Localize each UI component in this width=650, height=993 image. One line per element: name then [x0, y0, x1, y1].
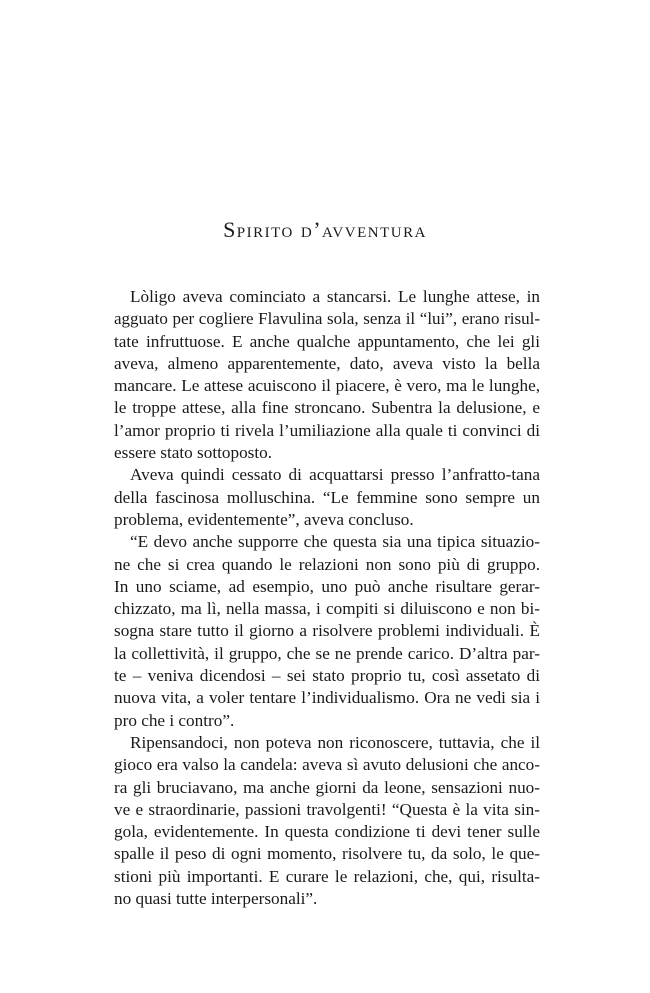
text-line: l’amor proprio ti rivela l’umiliazione alla quale ti convinci di	[114, 420, 540, 440]
text-line: chizzato, ma lì, nella massa, i compiti si diluiscono e non bi-	[114, 599, 540, 619]
text-line: essere stato sottoposto.	[114, 443, 273, 463]
text-line: te – veniva dicendosi – sei stato proprio tu, così assetato di	[114, 666, 540, 686]
paragraph	[114, 286, 540, 464]
text-line: Lòligo aveva cominciato a stancarsi. Le lunghe attese, in	[130, 287, 540, 306]
text-line: Aveva quindi cessato di acquattarsi presso l’anfratto-tana	[130, 465, 540, 485]
text-line: aveva, almeno apparentemente, dato, aveva visto la bella	[114, 353, 540, 373]
text-line: agguato per cogliere Flavulina sola, senza il “lui”, erano risul-	[114, 309, 540, 329]
text-line: spalle il peso di ogni momento, risolvere tu, da solo, le que-	[114, 844, 540, 864]
text-line: ve e straordinarie, passioni travolgenti! “Questa è la vita sin-	[114, 799, 540, 819]
text-line: no quasi tutte interpersonali”.	[114, 889, 318, 909]
text-line: problema, evidentemente”, aveva concluso.	[114, 509, 414, 529]
text-line: la collettività, il gruppo, che se ne prende carico. D’altra par-	[114, 643, 540, 663]
body-text	[114, 286, 540, 910]
text-line: della fascinosa molluschina. “Le femmine sono sempre un	[114, 487, 540, 507]
text-line: sogna stare tutto il giorno a risolvere problemi individuali. È	[114, 621, 540, 641]
paragraph	[114, 464, 540, 531]
text-line: mancare. Le attese acuiscono il piacere, è vero, ma le lunghe,	[114, 376, 540, 396]
text-line: gola, evidentemente. In questa condizione ti devi tener sulle	[114, 822, 540, 842]
text-line: pro che i contro”.	[114, 710, 235, 730]
chapter-title: Spirito d’avventura	[223, 217, 427, 242]
text-line: gioco era valso la candela: aveva sì avuto delusioni che anco-	[114, 755, 540, 775]
text-line: le troppe attese, alla fine stroncano. Subentra la delusione, e	[114, 398, 540, 418]
text-line: In uno sciame, ad esempio, uno può anche risultare gerar-	[114, 576, 540, 596]
text-line: stioni più importanti. E curare le relazioni, che, qui, risulta-	[114, 866, 540, 886]
text-line: tate infruttuose. E anche qualche appuntamento, che lei gli	[114, 331, 540, 351]
text-line: ra gli bruciavano, ma anche giorni da leone, sensazioni nuo-	[114, 777, 540, 797]
text-line: ne che si crea quando le relazioni non sono più di gruppo.	[114, 554, 540, 574]
text-line: Ripensandoci, non poteva non riconoscere, tuttavia, che il	[130, 732, 540, 752]
text-line: nuova vita, a voler tentare l’individualismo. Ora ne vedi sia i	[114, 688, 540, 708]
text-line: “E devo anche supporre che questa sia una tipica situazio-	[130, 532, 540, 552]
paragraph	[114, 531, 540, 732]
paragraph	[114, 732, 540, 910]
